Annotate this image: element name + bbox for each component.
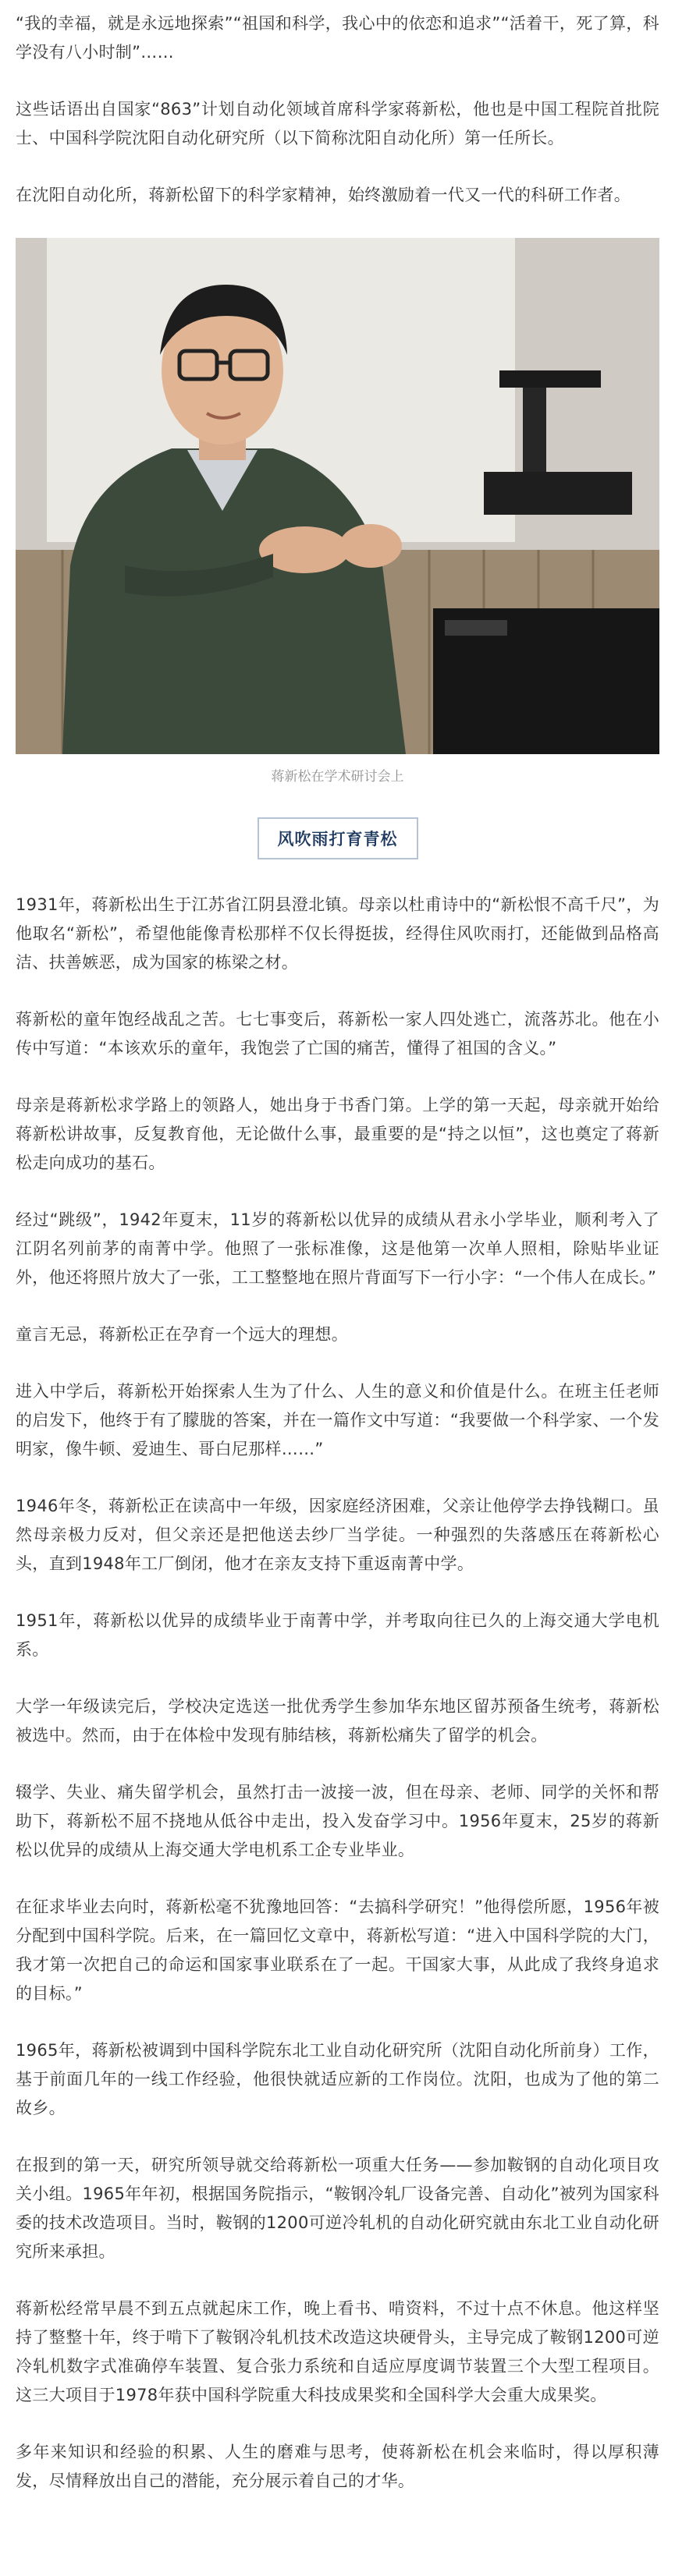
intro-paragraph: 这些话语出自国家“863”计划自动化领域首席科学家蒋新松，他也是中国工程院首批院士、中国科学院沈阳自动化研究所（以下简称沈阳自动化所）第一任所长。 xyxy=(16,100,659,147)
photo-figure xyxy=(16,238,659,785)
body-paragraph: 童言无忌，蒋新松正在孕育一个远大的理想。 xyxy=(16,1325,348,1344)
body-paragraph: 1946年冬，蒋新松正在读高中一年级，因家庭经济困难，父亲让他停学去挣钱糊口。虽然母亲极力反对，但父亲还是把他送去纱厂当学徒。一种强烈的失落感压在蒋新松心头，直到1948年工厂倒闭，他才在亲友支持下重返南菁中学。 xyxy=(16,1497,659,1573)
body-paragraph: 经过“跳级”，1942年夏末，11岁的蒋新松以优异的成绩从君永小学毕业，顺利考入了江阴名列前茅的南菁中学。他照了一张标准像，这是他第一次单人照相，除贴毕业证外，他还将照片放大了一张，工工整整地在照片背面写下一行小字：“一个伟人在成长。” xyxy=(16,1210,659,1287)
body-paragraph: 1965年，蒋新松被调到中国科学院东北工业自动化研究所（沈阳自动化所前身）工作，基于前面几年的一线工作经验，他很快就适应新的工作岗位。沈阳，也成为了他的第二故乡。 xyxy=(16,2041,659,2117)
scientist-photo xyxy=(16,238,659,754)
body-paragraph: 在报到的第一天，研究所领导就交给蒋新松一项重大任务——参加鞍钢的自动化项目攻关小组。1965年年初，根据国务院指示，“鞍钢冷轧厂设备完善、自动化”被列为国家科委的技术改造项目。当时，鞍钢的1200可逆冷轧机的自动化研究就由东北工业自动化研究所来承担。 xyxy=(16,2156,659,2261)
body-paragraph: 蒋新松经常早晨不到五点就起床工作，晚上看书、啃资料，不过十点不休息。他这样坚持了整整十年，终于啃下了鞍钢冷轧机技术改造这块硬骨头，主导完成了鞍钢1200可逆冷轧机数字式准确停车装置、复合张力系统和自适应厚度调节装置三个大型工程项目。这三大项目于1978年获中国科学院重大科技成果奖和全国科学大会重大成果奖。 xyxy=(16,2299,659,2404)
body-paragraph: 辍学、失业、痛失留学机会，虽然打击一波接一波，但在母亲、老师、同学的关怀和帮助下，蒋新松不屈不挠地从低谷中走出，投入发奋学习中。1956年夏末，25岁的蒋新松以优异的成绩从上海交通大学电机系工企专业毕业。 xyxy=(16,1783,659,1859)
body-paragraph: 进入中学后，蒋新松开始探索人生为了什么、人生的意义和价值是什么。在班主任老师的启发下，他终于有了朦胧的答案，并在一篇作文中写道：“我要做一个科学家、一个发明家，像牛顿、爱迪生、哥白尼那样……” xyxy=(16,1382,659,1458)
body-paragraph: 大学一年级读完后，学校决定选送一批优秀学生参加华东地区留苏预备生统考，蒋新松被选中。然而，由于在体检中发现有肺结核，蒋新松痛失了留学的机会。 xyxy=(16,1697,659,1745)
body-paragraph: 多年来知识和经验的积累、人生的磨难与思考，使蒋新松在机会来临时，得以厚积薄发，尽情释放出自己的潜能，充分展示着自己的才华。 xyxy=(16,2443,659,2490)
body-paragraph: 在征求毕业去向时，蒋新松毫不犹豫地回答：“去搞科学研究！”他得偿所愿，1956年被分配到中国科学院。后来，在一篇回忆文章中，蒋新松写道：“进入中国科学院的大门，我才第一次把自己的命运和国家事业联系在了一起。干国家大事，从此成了我终身追求的目标。” xyxy=(16,1897,659,2003)
body-paragraph: 1931年，蒋新松出生于江苏省江阴县澄北镇。母亲以杜甫诗中的“新松恨不高千尺”，为他取名“新松”，希望他能像青松那样不仅长得挺拔，经得住风吹雨打，还能做到品格高洁、扶善嫉恶，成为国家的栋梁之材。 xyxy=(16,895,659,972)
photo-caption: 蒋新松在学术研讨会上 xyxy=(271,769,404,785)
section-heading xyxy=(16,817,659,859)
article xyxy=(16,0,659,2496)
body-paragraph: 母亲是蒋新松求学路上的领路人，她出身于书香门第。上学的第一天起，母亲就开始给蒋新松讲故事，反复教育他，无论做什么事，最重要的是“持之以恒”，这也奠定了蒋新松走向成功的基石。 xyxy=(16,1096,659,1172)
body-paragraph: 1951年，蒋新松以优异的成绩毕业于南菁中学，并考取向往已久的上海交通大学电机系。 xyxy=(16,1611,659,1659)
section-title: 风吹雨打育青松 xyxy=(258,817,418,859)
body-paragraph: 蒋新松的童年饱经战乱之苦。七七事变后，蒋新松一家人四处逃亡，流落苏北。他在小传中写道：“本该欢乐的童年，我饱尝了亡国的痛苦，懂得了祖国的含义。” xyxy=(16,1010,659,1058)
intro-paragraph: 在沈阳自动化所，蒋新松留下的科学家精神，始终激励着一代又一代的科研工作者。 xyxy=(16,186,631,204)
intro-quote-paragraph: “我的幸福，就是永远地探索”“祖国和科学，我心中的依恋和追求”“活着干，死了算，科学没有八小时制”…… xyxy=(16,14,659,62)
